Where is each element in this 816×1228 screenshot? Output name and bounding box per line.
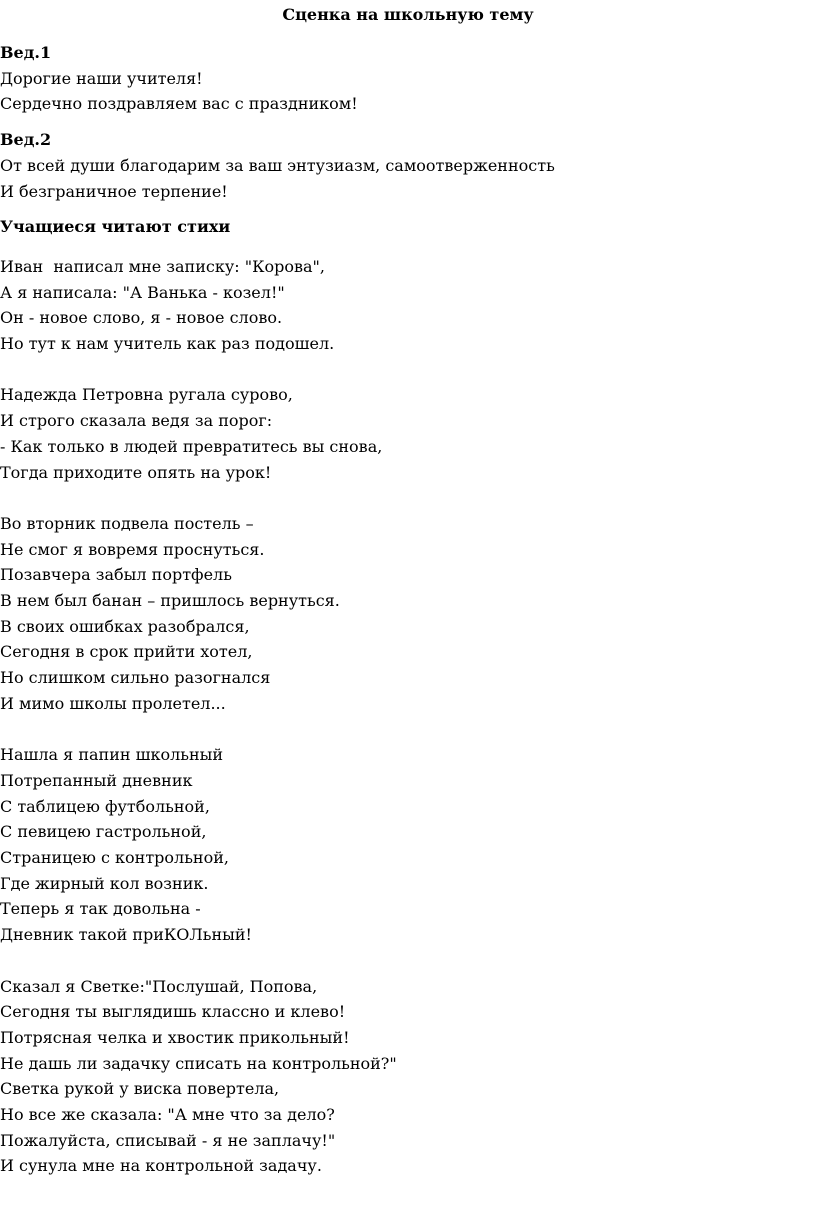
poem-line: Где жирный кол возник. bbox=[0, 873, 209, 893]
ved2-line: От всей души благодарим за ваш энтузиазм, самоотверженность bbox=[0, 155, 555, 175]
poem-line: Но все же сказала: "А мне что за дело? bbox=[0, 1105, 335, 1125]
poem-line: А я написала: "А Ванька - козел!" bbox=[0, 282, 285, 302]
ved1-section bbox=[0, 40, 800, 117]
poem-line: Но слишком сильно разогнался bbox=[0, 668, 271, 688]
students-heading: Учащиеся читают стихи bbox=[0, 217, 231, 237]
ved1-line: Дорогие наши учителя! bbox=[0, 68, 203, 88]
poem-line: Нашла я папин школьный bbox=[0, 745, 224, 765]
poem-line: Во вторник подвела постель – bbox=[0, 513, 254, 533]
poem-stanza bbox=[0, 742, 800, 948]
ved2-section bbox=[0, 127, 800, 204]
poem-line: Он - новое слово, я - новое слово. bbox=[0, 308, 283, 328]
poem-line: Потрепанный дневник bbox=[0, 770, 193, 790]
poem-line: Светка рукой у виска повертела, bbox=[0, 1079, 280, 1099]
poem-line: Страницею с контрольной, bbox=[0, 848, 229, 868]
poem-stanza bbox=[0, 974, 800, 1180]
poem-line: Сегодня в срок прийти хотел, bbox=[0, 642, 253, 662]
poem-line: Потрясная челка и хвостик прикольный! bbox=[0, 1027, 350, 1047]
poem-stanza bbox=[0, 382, 800, 485]
poem-line: Но тут к нам учитель как раз подошел. bbox=[0, 334, 335, 354]
poem-line: Иван написал мне записку: "Корова", bbox=[0, 256, 325, 276]
poem-line: С таблицею футбольной, bbox=[0, 796, 210, 816]
poem-line: Сегодня ты выглядишь классно и клево! bbox=[0, 1002, 346, 1022]
poem-line: Позавчера забыл портфель bbox=[0, 565, 232, 585]
poem-line: В своих ошибках разобрался, bbox=[0, 616, 250, 636]
document-body bbox=[0, 40, 800, 1179]
poem-line: Сказал я Светке:"Послушай, Попова, bbox=[0, 976, 318, 996]
poem-stanza bbox=[0, 254, 800, 357]
poem-line: Пожалуйста, списывай - я не заплачу!" bbox=[0, 1130, 336, 1150]
ved2-line: И безграничное терпение! bbox=[0, 181, 228, 201]
poem-line: Тогда приходите опять на урок! bbox=[0, 462, 272, 482]
poem-line: Не смог я вовремя проснуться. bbox=[0, 539, 265, 559]
poem-line: И сунула мне на контрольной задачу. bbox=[0, 1156, 322, 1176]
poem-line: - Как только в людей превратитесь вы снова, bbox=[0, 436, 383, 456]
poem-line: С певицею гастрольной, bbox=[0, 822, 207, 842]
poem-line: Не дашь ли задачку списать на контрольной?" bbox=[0, 1053, 397, 1073]
poem-line: Дневник такой приКОЛьный! bbox=[0, 925, 252, 945]
poem-line: И строго сказала ведя за порог: bbox=[0, 411, 273, 431]
poem-line: Теперь я так довольна - bbox=[0, 899, 201, 919]
poem-line: В нем был банан – пришлось вернуться. bbox=[0, 591, 340, 611]
ved1-line: Сердечно поздравляем вас с праздником! bbox=[0, 94, 358, 114]
ved2-label: Вед.2 bbox=[0, 130, 52, 150]
poem-line: И мимо школы пролетел... bbox=[0, 693, 226, 713]
ved1-label: Вед.1 bbox=[0, 43, 52, 62]
document-title: Сценка на школьную тему bbox=[282, 5, 534, 24]
poem-line: Надежда Петровна ругала сурово, bbox=[0, 385, 293, 405]
poem-stanza bbox=[0, 511, 800, 717]
